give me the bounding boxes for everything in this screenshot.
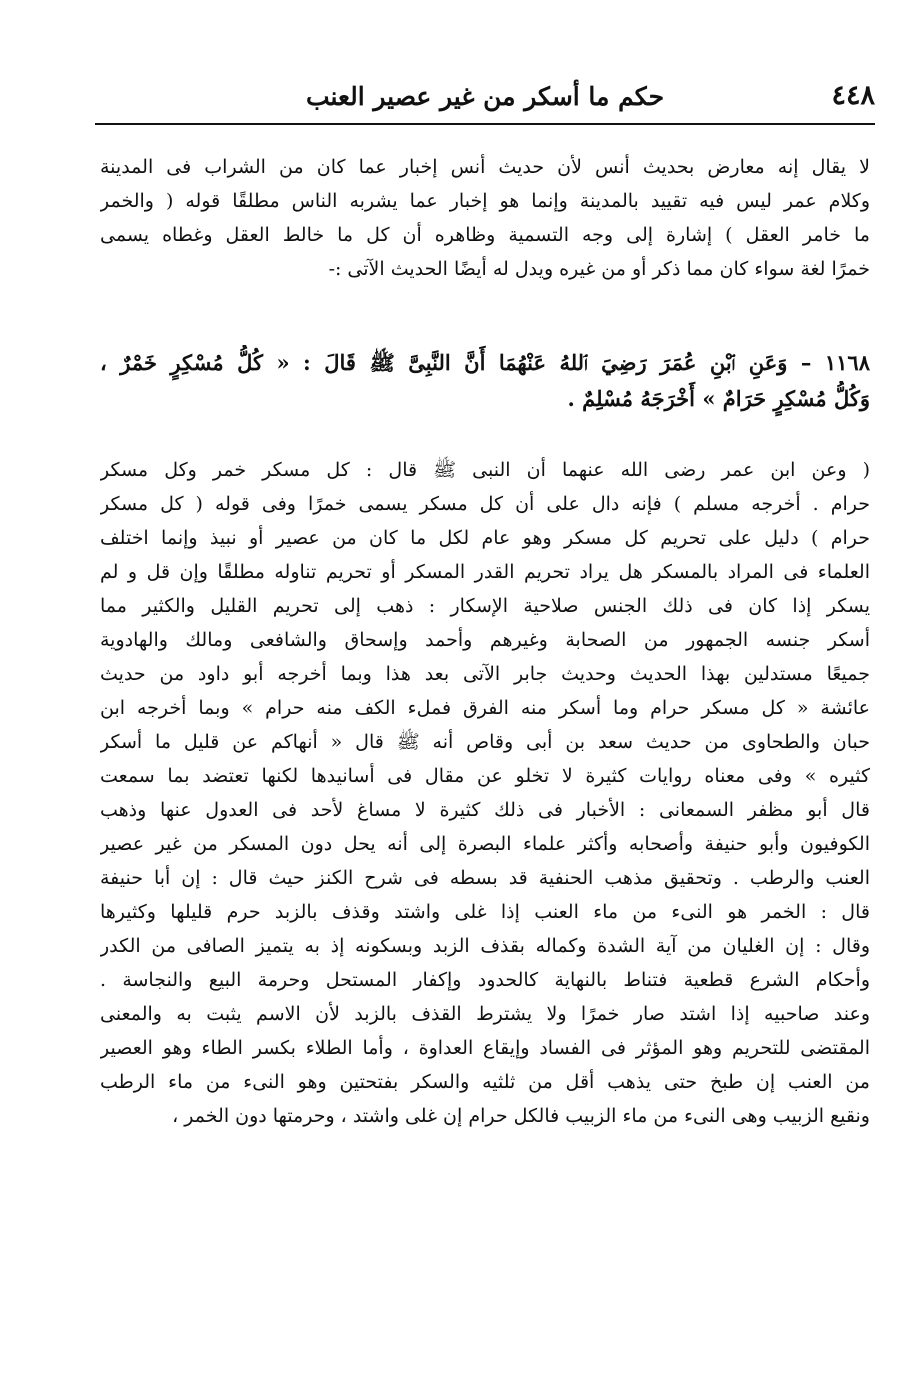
- page-number: ٤٤٨: [831, 80, 875, 111]
- text-line: العلماء فى المراد بالمسكر هل يراد تحريم القدر المسكر أو تحريم تناوله مطلقًا وإن قل و لم: [100, 561, 870, 583]
- text-line: وعند صاحبيه إذا اشتد صار خمرًا ولا يشترط القذف بالزبد لأن الاسم يثبت به والمعنى: [100, 1003, 870, 1025]
- text-line: من العنب إن طبخ حتى يذهب أقل من ثلثيه والسكر بفتحتين وهو النىء من ماء الرطب: [100, 1071, 870, 1093]
- text-line: لا يقال إنه معارض بحديث أنس لأن حديث أنس إخبار عما كان من الشراب فى المدينة: [100, 156, 870, 178]
- text-line: يسكر إذا كان فى ذلك الجنس صلاحية الإسكار : ذهب إلى تحريم القليل والكثير مما: [100, 595, 870, 617]
- text-line: كثيره » وفى معناه روايات كثيرة لا تخلو عن مقال فى أسانيدها لكنها تعتضد بما سمعت: [100, 765, 870, 787]
- header-rule: [95, 123, 875, 125]
- intro-paragraph: [100, 150, 870, 286]
- hadith-line: وَكُلُّ مُسْكِرٍ حَرَامٌ » أَخْرَجَهُ مُسْلِمٌ .: [567, 386, 870, 411]
- text-line: وكلام عمر ليس فيه تقييد بالمدينة وإنما هو إخبار عما يشربه الناس مطلقًا قوله ( والخمر: [100, 190, 870, 212]
- hadith-text: [100, 345, 870, 417]
- text-line: العنب والرطب . وتحقيق مذهب الحنفية قد بسطه فى شرح الكنز حيث قال : إن أبا حنيفة: [100, 867, 870, 889]
- text-line: حرام ) دليل على تحريم كل مسكر وهو عام لكل ما كان من عصير أو نبيذ وإنما اختلف: [100, 527, 870, 549]
- text-line: المقتضى للتحريم وهو المؤثر فى الفساد وإيقاع العداوة ، وأما الطلاء بكسر الطاء وهو العصير: [100, 1037, 870, 1059]
- text-line: ما خامر العقل ) إشارة إلى وجه التسمية وظاهره أن كل ما خالط العقل وغطاه يسمى: [100, 224, 870, 246]
- text-line: حرام . أخرجه مسلم ) فإنه دال على أن كل مسكر يسمى خمرًا وفى قوله ( كل مسكر: [100, 493, 870, 515]
- text-line: عائشة « كل مسكر حرام وما أسكر منه الفرق فملء الكف منه حرام » وبما أخرجه ابن: [100, 697, 870, 719]
- text-line: الكوفيون وأبو حنيفة وأصحابه وأكثر علماء البصرة إلى أنه يحل دون المسكر من غير عصير: [100, 833, 870, 855]
- text-line: قال أبو مظفر السمعانى : الأخبار فى ذلك كثيرة لا مساغ لأحد فى العدول عنها وذهب: [100, 799, 870, 821]
- running-title: حكم ما أسكر من غير عصير العنب: [305, 82, 665, 111]
- text-line: حبان والطحاوى من حديث سعد بن أبى وقاص أنه ﷺ قال « أنهاكم عن قليل ما أسكر: [100, 731, 870, 753]
- commentary-paragraph: [100, 453, 870, 1133]
- text-line: وأحكام الشرع قطعية فتناط بالنهاية كالحدود وإكفار المستحل وحرمة البيع والنجاسة .: [100, 969, 870, 991]
- text-line: أسكر جنسه الجمهور من الصحابة وغيرهم وأحمد وإسحاق والشافعى ومالك والهادوية: [100, 629, 870, 651]
- text-line: قال : الخمر هو النىء من ماء العنب إذا غلى واشتد وقذف بالزبد حرم قليلها وكثيرها: [100, 901, 870, 923]
- text-line: ونقيع الزبيب وهى النىء من ماء الزبيب فالكل حرام إن غلى واشتد ، وحرمتها دون الخمر ،: [172, 1105, 870, 1127]
- hadith-line: ١١٦٨ – وَعَنِ ٱبْنِ عُمَرَ رَضِيَ ٱللهُ عَنْهُمَا أَنَّ النَّبِىَّ ﷺ قَالَ : « كُلُّ مُسْكِرٍ خَمْرٌ ،: [100, 350, 870, 375]
- page-header: [95, 80, 875, 120]
- text-line: خمرًا لغة سواء كان مما ذكر أو من غيره ويدل له أيضًا الحديث الآتى :-: [328, 258, 870, 280]
- text-line: جميعًا مستدلين بهذا الحديث وحديث جابر الآتى بعد هذا وبما أخرجه أبو داود من حديث: [100, 663, 870, 685]
- text-line: وقال : إن الغليان من آية الشدة وكماله بقذف الزبد وبسكونه إذ به يتميز الصافى من الكدر: [100, 935, 870, 957]
- text-line: ( وعن ابن عمر رضى الله عنهما أن النبى ﷺ قال : كل مسكر خمر وكل مسكر: [100, 459, 870, 481]
